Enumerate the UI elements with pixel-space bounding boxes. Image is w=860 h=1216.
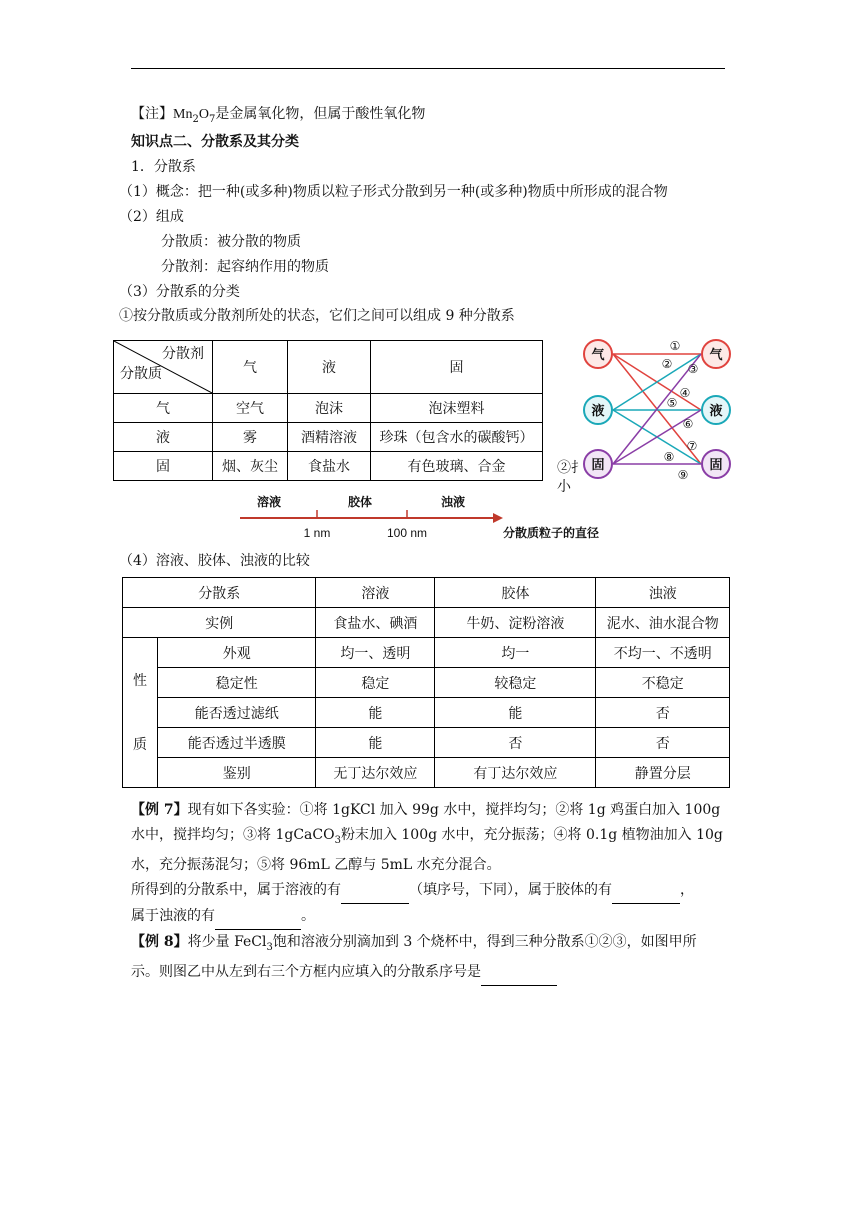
example-text: 粉末加入 100g 水中，充分振荡；④将 0.1g 植物油加入 10g [340, 827, 723, 843]
row-label: 实例 [123, 608, 316, 638]
path-number: ⑥ [682, 417, 694, 431]
table-cell: 食盐水、碘酒 [316, 608, 435, 638]
particle-size-scale [235, 490, 625, 546]
scale-label: 浊液 [441, 495, 466, 509]
table-cell: 有色玻璃、合金 [371, 452, 543, 481]
right-label: 气 [709, 348, 723, 363]
header-cell: 固 [371, 341, 543, 394]
example-label: 【例 8】 [131, 934, 188, 950]
path-number: ④ [679, 386, 691, 400]
compare-title: （4）溶液、胶体、浊液的比较 [119, 553, 310, 569]
row-label: 能否透过半透膜 [158, 728, 316, 758]
table-cell: 烟、灰尘 [213, 452, 288, 481]
scale-tick-label: 1 nm [303, 526, 331, 540]
left-label: 气 [591, 348, 605, 363]
row-label: 固 [114, 452, 213, 481]
path-number: ⑤ [666, 396, 678, 410]
table-cell: 食盐水 [288, 452, 371, 481]
corner-top-label: 分散剂 [162, 346, 204, 362]
item-1: 1．分散系 [131, 159, 196, 175]
table-cell: 均一、透明 [316, 638, 435, 668]
table-cell: 能 [316, 728, 435, 758]
dispersoid-line: 分散质：被分散的物质 [161, 234, 301, 250]
table-cell: 酒精溶液 [288, 423, 371, 452]
table-cell: 无丁达尔效应 [316, 758, 435, 788]
example-text: 示。则图乙中从左到右三个方框内应填入的分散系序号是 [131, 963, 481, 980]
corner-bottom-label: 分散质 [120, 366, 162, 382]
table-cell: 不稳定 [596, 668, 730, 698]
header-cell: 液 [288, 341, 371, 394]
table-row [123, 758, 730, 788]
example-8 [131, 930, 731, 986]
row-label: 鉴别 [158, 758, 316, 788]
example-text: 所得到的分散系中，属于溶液的有 [131, 881, 341, 898]
path-number: ⑧ [663, 450, 675, 464]
header-cell: 浊液 [596, 578, 730, 608]
table-cell: 能 [316, 698, 435, 728]
example-7 [131, 798, 731, 930]
table-row [123, 578, 730, 608]
comparison-table [122, 577, 730, 788]
table-cell: 雾 [213, 423, 288, 452]
state-combination-table [113, 340, 543, 481]
row-label: 稳定性 [158, 668, 316, 698]
path-number: ⑨ [677, 468, 689, 482]
path-number: ⑦ [686, 439, 698, 453]
dispersant-line: 分散剂：起容纳作用的物质 [161, 259, 329, 275]
table-row [114, 452, 543, 481]
example-text: 将少量 FeCl [187, 934, 267, 950]
scale-label: 胶体 [348, 495, 373, 509]
path-number: ③ [687, 362, 699, 376]
table-row [123, 668, 730, 698]
left-label: 固 [591, 458, 605, 473]
answer-blank[interactable] [341, 878, 409, 904]
property-label [123, 638, 158, 788]
property-label-char: 质 [133, 736, 147, 753]
header-cell: 胶体 [435, 578, 596, 608]
table-row [123, 608, 730, 638]
composition-line: （2）组成 [119, 209, 184, 225]
by-state-line: ①按分散质或分散剂所处的状态，它们之间可以组成 9 种分散系 [119, 308, 515, 324]
example-text: 。 [301, 907, 315, 924]
table-cell: 较稳定 [435, 668, 596, 698]
table-cell: 否 [596, 728, 730, 758]
table-row [114, 394, 543, 423]
row-label: 能否透过滤纸 [158, 698, 316, 728]
example-text: 饱和溶液分别滴加到 3 个烧杯中，得到三种分散系①②③，如图甲所 [272, 934, 697, 950]
scale-arrow [493, 513, 503, 523]
scale-tick-label: 100 nm [386, 526, 428, 540]
table-row [123, 728, 730, 758]
example-text: 水，充分振荡混匀；⑤将 96mL 乙醇与 5mL 水充分混合。 [131, 856, 501, 873]
table-cell: 空气 [213, 394, 288, 423]
dispersion-combination-diagram [575, 333, 745, 483]
table-cell: 泥水、油水混合物 [596, 608, 730, 638]
section-title: 知识点二、分散系及其分类 [131, 134, 299, 150]
row-label: 液 [114, 423, 213, 452]
note-line: 【注】$Mn_2O_7$是金属氧化物，但属于酸性氧化物 [131, 106, 426, 125]
right-label: 液 [709, 404, 723, 419]
table-cell: 静置分层 [596, 758, 730, 788]
path-number: ② [661, 357, 673, 371]
answer-blank[interactable] [481, 960, 557, 986]
example-text: ， [680, 881, 694, 898]
scale-label: 溶液 [257, 495, 282, 509]
header-rule [131, 68, 725, 69]
subscript: 3 [266, 941, 273, 953]
table-cell: 均一 [435, 638, 596, 668]
header-cell: 分散系 [123, 578, 316, 608]
row-label: 外观 [158, 638, 316, 668]
table-row [114, 423, 543, 452]
example-label: 【例 7】 [131, 802, 188, 818]
answer-blank[interactable] [612, 878, 680, 904]
subscript: 3 [334, 834, 341, 846]
answer-blank[interactable] [215, 904, 301, 930]
table-row [114, 341, 543, 394]
scale-axis-label: 分散质粒子的直径 [503, 526, 600, 540]
header-cell: 溶液 [316, 578, 435, 608]
table-cell: 泡沫 [288, 394, 371, 423]
table-cell: 珍珠（包含水的碳酸钙） [371, 423, 543, 452]
example-text: （填序号，下同），属于胶体的有 [409, 881, 612, 898]
left-label: 液 [591, 404, 605, 419]
table-cell: 有丁达尔效应 [435, 758, 596, 788]
header-cell: 气 [213, 341, 288, 394]
table-cell: 否 [596, 698, 730, 728]
example-text: 现有如下各实验：①将 1gKCl 加入 99g 水中，搅拌均匀；②将 1g 鸡蛋白加入 100g [187, 802, 721, 818]
example-text: 水中，搅拌均匀；③将 1gCaCO [131, 827, 335, 843]
corner-cell [114, 341, 213, 394]
path-number: ① [669, 339, 681, 353]
cut-text: 小 [557, 479, 571, 495]
row-label: 气 [114, 394, 213, 423]
table-cell: 牛奶、淀粉溶液 [435, 608, 596, 638]
right-label: 固 [709, 458, 723, 473]
property-label-char: 性 [133, 672, 147, 689]
table-cell: 能 [435, 698, 596, 728]
concept-line: （1）概念：把一种(或多种)物质以粒子形式分散到另一种(或多种)物质中所形成的混合物 [119, 184, 668, 200]
table-cell: 泡沫塑料 [371, 394, 543, 423]
table-cell: 否 [435, 728, 596, 758]
table-cell: 不均一、不透明 [596, 638, 730, 668]
cut-text: ②扌 [557, 460, 585, 476]
table-row [123, 638, 730, 668]
classification-line: （3）分散系的分类 [119, 284, 240, 300]
table-row [123, 698, 730, 728]
table-cell: 稳定 [316, 668, 435, 698]
example-text: 属于浊液的有 [131, 907, 215, 924]
